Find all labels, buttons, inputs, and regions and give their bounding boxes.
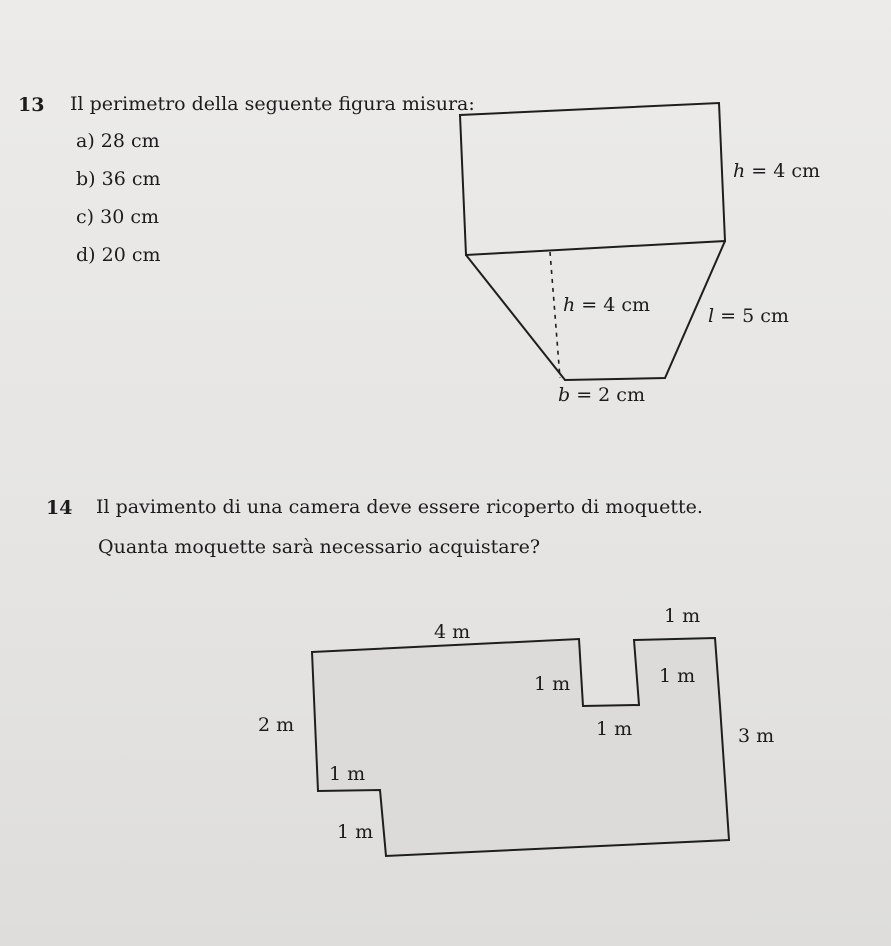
question-13-number: 13	[18, 94, 45, 116]
rect-height-label: h = 4 cm	[733, 160, 821, 182]
trap-height-label: h = 4 cm	[563, 294, 651, 316]
option-c-letter: c)	[76, 206, 95, 228]
room-right-height-label: 3 m	[738, 725, 775, 747]
option-b-letter: b)	[76, 168, 96, 190]
question-13-text: Il perimetro della seguente figura misura:	[70, 93, 475, 115]
option-a-letter: a)	[76, 130, 95, 152]
option-d-letter: d)	[76, 244, 96, 266]
room-notch-right-width-label: 1 m	[664, 605, 701, 627]
option-d-value: 20 cm	[101, 244, 161, 266]
room-notch-bottom-label: 1 m	[596, 718, 633, 740]
side-label: l = 5 cm	[708, 305, 789, 327]
room-notch-depth-left-label: 1 m	[534, 673, 571, 695]
figure-13-rectangle	[460, 103, 725, 255]
option-c-value: 30 cm	[100, 206, 159, 228]
figure-13	[460, 103, 725, 380]
room-left-height-label: 2 m	[258, 714, 295, 736]
question-14-line2: Quanta moquette sarà necessario acquistare?	[98, 536, 541, 558]
room-step-height-label: 1 m	[337, 821, 374, 843]
room-step-width-label: 1 m	[329, 763, 366, 785]
option-b-value: 36 cm	[101, 168, 161, 190]
room-top-width-label: 4 m	[434, 621, 471, 643]
question-14-line1: Il pavimento di una camera deve essere ricoperto di moquette.	[96, 496, 703, 518]
room-notch-depth-right-label: 1 m	[659, 665, 696, 687]
base-label: b = 2 cm	[558, 384, 645, 406]
option-a-value: 28 cm	[100, 130, 160, 152]
figure-13-labels	[558, 160, 820, 406]
question-14-number: 14	[46, 497, 73, 519]
figure-13-height-dashed	[550, 252, 560, 378]
